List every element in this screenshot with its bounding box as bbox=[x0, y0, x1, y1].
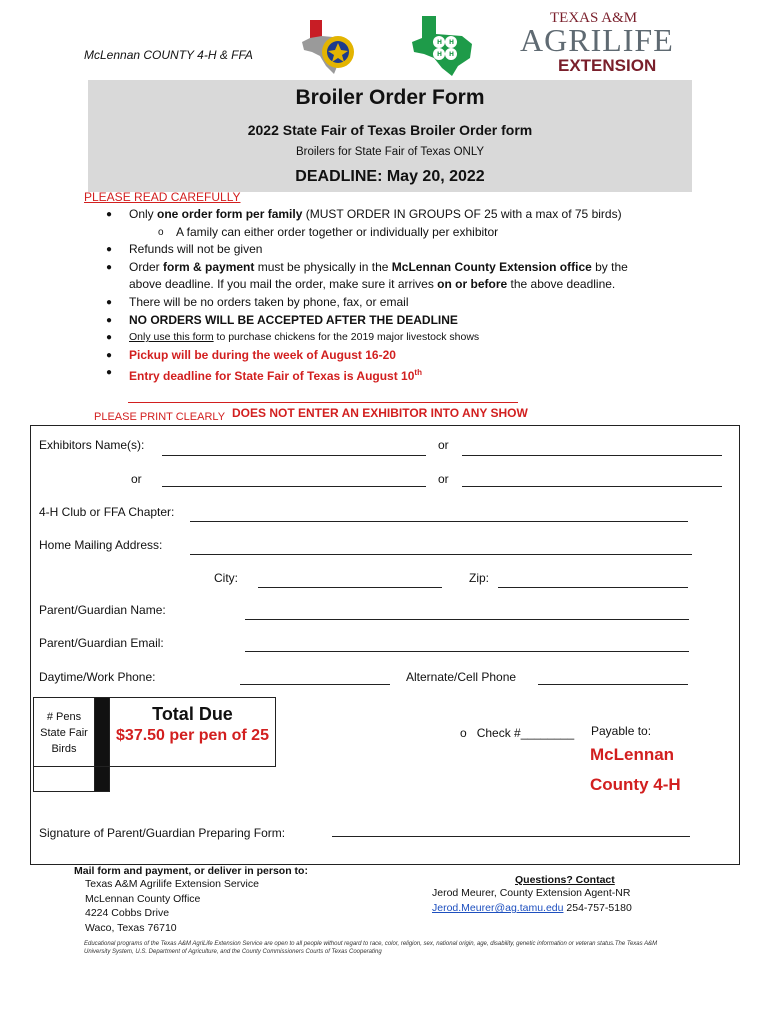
rule-item: ● Only use this form to purchase chickens for the 2019 major livestock shows bbox=[106, 331, 480, 344]
pens-divider bbox=[95, 698, 110, 767]
day-phone-label: Daytime/Work Phone: bbox=[39, 670, 156, 684]
rule-item: ● Entry deadline for State Fair of Texas is August 10th bbox=[106, 367, 422, 384]
svg-text:H: H bbox=[449, 39, 455, 46]
payable-label: Payable to: bbox=[591, 724, 652, 738]
payee-line-2: County 4-H bbox=[590, 775, 681, 794]
payee-line-1: McLennan bbox=[590, 745, 675, 764]
rules-list bbox=[84, 206, 704, 386]
parent-name-label: Parent/Guardian Name: bbox=[39, 603, 166, 617]
or-label: or bbox=[438, 472, 449, 486]
cell-phone-field[interactable] bbox=[538, 684, 688, 685]
zip-label: Zip: bbox=[469, 571, 490, 585]
pens-quantity-field[interactable] bbox=[34, 767, 95, 792]
exhibitor-name-field-3[interactable] bbox=[162, 486, 426, 487]
svg-text:H: H bbox=[437, 51, 443, 58]
pens-table bbox=[33, 697, 276, 792]
texas-4h-logo bbox=[410, 14, 480, 78]
signature-field[interactable] bbox=[332, 836, 690, 837]
parent-name-field[interactable] bbox=[245, 619, 689, 620]
rule-subitem: o A family can either order together or individually per exhibitor bbox=[158, 224, 499, 239]
radio-circle-icon: o bbox=[460, 726, 467, 740]
divider bbox=[128, 402, 518, 403]
no-exhibitor-note: DOES NOT ENTER AN EXHIBITOR INTO ANY SHOW bbox=[232, 406, 528, 420]
print-clearly: PLEASE PRINT CLEARLY bbox=[94, 411, 226, 423]
form-title: Broiler Order Form bbox=[295, 86, 485, 109]
address-label: Home Mailing Address: bbox=[39, 538, 163, 552]
rule-item-continued: above deadline. If you mail the order, make sure it arrives on or before the above deadline. bbox=[129, 277, 616, 292]
or-label: or bbox=[438, 438, 449, 452]
parent-email-label: Parent/Guardian Email: bbox=[39, 636, 164, 650]
pens-header: # Pens State Fair Birds bbox=[34, 698, 95, 767]
exhibitor-name-field-4[interactable] bbox=[462, 486, 722, 487]
signature-label: Signature of Parent/Guardian Preparing Form: bbox=[39, 826, 286, 840]
texas-ffa-logo bbox=[300, 16, 362, 76]
rule-item: ● Only one order form per family (MUST ORDER IN GROUPS OF 25 with a max of 75 birds) bbox=[106, 207, 622, 221]
city-field[interactable] bbox=[258, 587, 442, 588]
rules-heading: PLEASE READ CAREFULLY bbox=[84, 190, 241, 204]
total-due-cell: Total Due $37.50 per pen of 25 bbox=[110, 698, 276, 767]
rule-item: ● NO ORDERS WILL BE ACCEPTED AFTER THE DEADLINE bbox=[106, 312, 458, 327]
club-label: 4-H Club or FFA Chapter: bbox=[39, 505, 175, 519]
questions-heading: Questions? Contact bbox=[515, 874, 615, 886]
form-note: Broilers for State Fair of Texas ONLY bbox=[295, 146, 485, 158]
rule-item: ● Refunds will not be given bbox=[106, 242, 263, 257]
or-label: or bbox=[131, 472, 142, 486]
form-subtitle: 2022 State Fair of Texas Broiler Order form bbox=[247, 122, 533, 138]
club-field[interactable] bbox=[190, 521, 688, 522]
exhibitor-name-field-2[interactable] bbox=[462, 455, 722, 456]
blank-cell bbox=[110, 767, 276, 792]
cell-phone-label: Alternate/Cell Phone bbox=[406, 670, 517, 684]
pens-divider bbox=[95, 767, 110, 792]
contact-email-link[interactable]: Jerod.Meurer@ag.tamu.edu bbox=[432, 902, 564, 914]
title-block bbox=[88, 80, 692, 192]
city-label: City: bbox=[214, 571, 238, 585]
svg-text:H: H bbox=[437, 39, 443, 46]
contact-name: Jerod Meurer, County Extension Agent-NR bbox=[432, 887, 631, 899]
mail-address: Texas A&M Agrilife Extension Service McLennan County Office 4224 Cobbs Drive Waco, Texas 76710 bbox=[85, 878, 259, 934]
day-phone-field[interactable] bbox=[240, 684, 390, 685]
parent-email-field[interactable] bbox=[245, 651, 689, 652]
exhibitor-name-field-1[interactable] bbox=[162, 455, 426, 456]
svg-text:H: H bbox=[449, 51, 455, 58]
rule-item: ● There will be no orders taken by phone, fax, or email bbox=[106, 294, 409, 309]
exhibitors-label: Exhibitors Name(s): bbox=[39, 438, 145, 452]
mail-heading: Mail form and payment, or deliver in person to: bbox=[74, 865, 308, 877]
deadline: DEADLINE: May 20, 2022 bbox=[295, 168, 485, 185]
address-field[interactable] bbox=[190, 554, 692, 555]
agrilife-extension-logo: TEXAS A&M AGRILIFE EXTENSION bbox=[520, 10, 674, 75]
zip-field[interactable] bbox=[498, 587, 688, 588]
rule-item: ● Order form & payment must be physically in the McLennan County Extension office by the bbox=[106, 259, 628, 274]
contact-line: Jerod.Meurer@ag.tamu.edu 254-757-5180 bbox=[432, 902, 632, 914]
rule-item: ● Pickup will be during the week of August 16-20 bbox=[106, 347, 396, 362]
disclaimer: Educational programs of the Texas A&M AgriLife Extension Service are open to all people without regard to race, color, religion, sex, national origin, age, disability, genetic information or veteran status.The Texas A&M University System, U.S. Department of Agriculture, and the County Commissioners Courts of Texas Cooperating bbox=[84, 941, 658, 955]
county-label: McLennan COUNTY 4-H & FFA bbox=[84, 48, 253, 62]
check-field[interactable]: o Check #________ bbox=[460, 726, 575, 740]
